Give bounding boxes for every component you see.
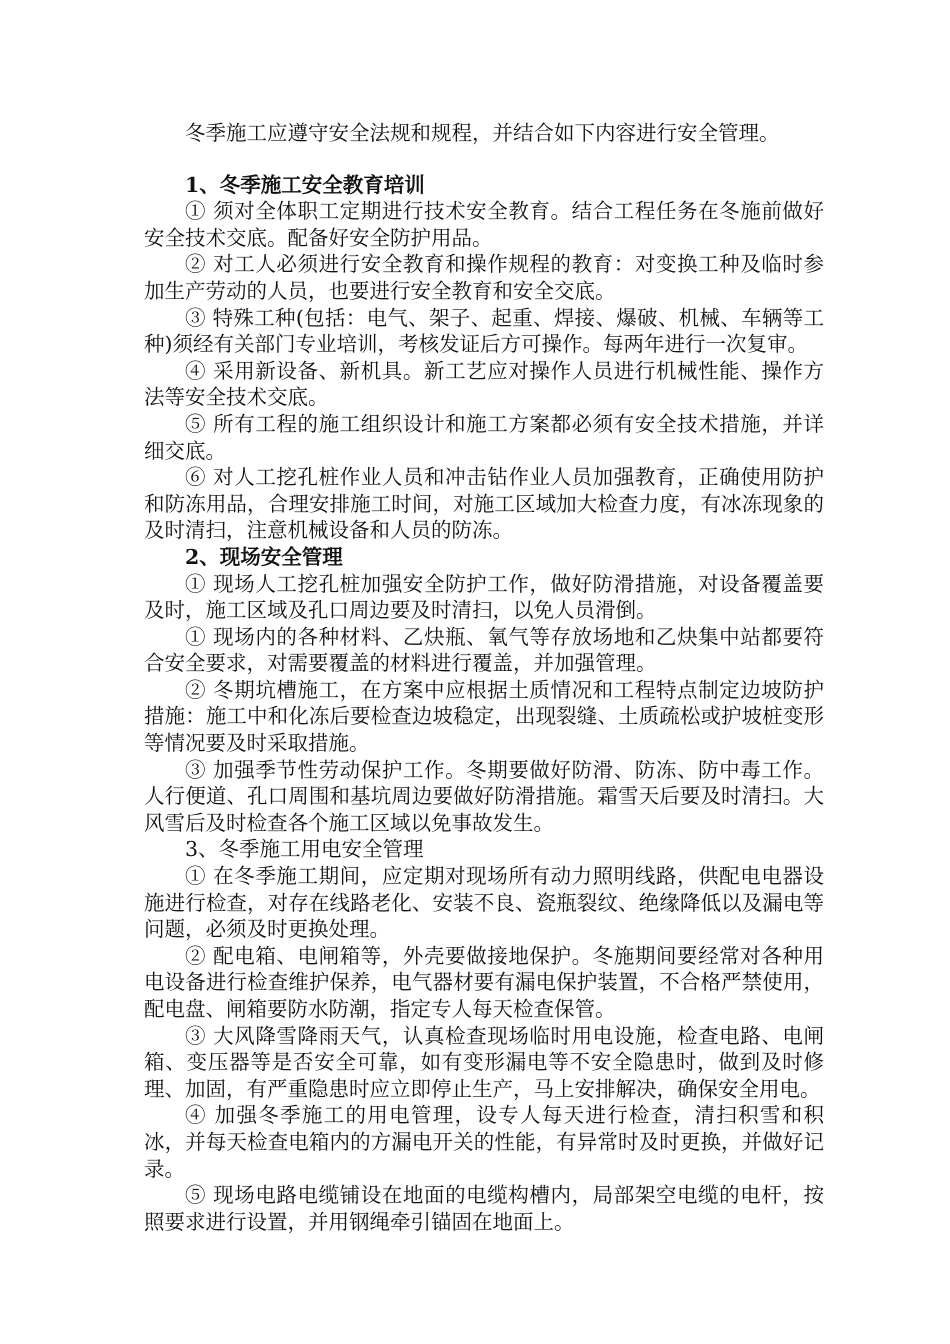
paragraph: ④ 采用新设备、新机具。新工艺应对操作人员进行机械性能、操作方法等安全技术交底。	[144, 358, 824, 410]
paragraph: ① 现场人工挖孔桩加强安全防护工作，做好防滑措施，对设备覆盖要及时，施工区域及孔口周边要及时清扫，以免人员滑倒。	[144, 571, 824, 623]
paragraph: ⑤ 所有工程的施工组织设计和施工方案都必须有安全技术措施，并详细交底。	[144, 411, 824, 463]
paragraph: ② 冬期坑槽施工，在方案中应根据土质情况和工程特点制定边坡防护措施：施工中和化冻后要检查边坡稳定，出现裂缝、土质疏松或护坡桩变形等情况要及时采取措施。	[144, 677, 824, 756]
section-heading-1: 1、冬季施工安全教育培训	[185, 172, 425, 197]
paragraph: ③ 大风降雪降雨天气，认真检查现场临时用电设施，检查电路、电闸箱、变压器等是否安全可靠，如有变形漏电等不安全隐患时，做到及时修理、加固，有严重隐患时应立即停止生产，马上安排解决，确保安全用电。	[144, 1023, 824, 1101]
paragraph: ③ 加强季节性劳动保护工作。冬期要做好防滑、防冻、防中毒工作。人行便道、孔口周围和基坑周边要做好防滑措施。霜雪天后要及时清扫。大风雪后及时检查各个施工区域以免事故发生。	[144, 757, 824, 835]
paragraph: ④ 加强冬季施工的用电管理，设专人每天进行检查，清扫积雪和积冰，并每天检查电箱内的方漏电开关的性能，有异常时及时更换，并做好记录。	[144, 1103, 824, 1181]
paragraph: ③ 特殊工种(包括：电气、架子、起重、焊接、爆破、机械、车辆等工种)须经有关部门专业培训，考核发证后方可操作。每两年进行一次复审。	[144, 305, 824, 357]
paragraph: ② 配电箱、电闸箱等，外壳要做接地保护。冬施期间要经常对各种用电设备进行检查维护保养，电气器材要有漏电保护装置，不合格严禁使用，配电盘、闸箱要防水防潮，指定专人每天检查保管。	[144, 943, 824, 1021]
section-heading-3: 3、冬季施工用电安全管理	[185, 837, 424, 862]
paragraph: ⑤ 现场电路电缆铺设在地面的电缆构槽内，局部架空电缆的电杆，按照要求进行设置，并用钢绳牵引锚固在地面上。	[144, 1183, 824, 1234]
paragraph: ① 须对全体职工定期进行技术安全教育。结合工程任务在冬施前做好安全技术交底。配备好安全防护用品。	[144, 199, 824, 250]
section-heading-2: 2、现场安全管理	[185, 544, 343, 569]
paragraph: ⑥ 对人工挖孔桩作业人员和冲击钻作业人员加强教育，正确使用防护和防冻用品，合理安排施工时间，对施工区域加大检查力度，有冰冻现象的及时清扫，注意机械设备和人员的防冻。	[144, 465, 824, 543]
intro-paragraph: 冬季施工应遵守安全法规和规程，并结合如下内容进行安全管理。	[185, 121, 780, 145]
paragraph: ① 在冬季施工期间，应定期对现场所有动力照明线路，供配电电器设施进行检查，对存在线路老化、安装不良、瓷瓶裂纹、绝缘降低以及漏电等问题，必须及时更换处理。	[144, 864, 824, 942]
paragraph: ② 对工人必须进行安全教育和操作规程的教育：对变换工种及临时参加生产劳动的人员，也要进行安全教育和安全交底。	[144, 252, 824, 303]
document-body	[144, 120, 824, 1235]
paragraph: ① 现场内的各种材料、乙炔瓶、氧气等存放场地和乙炔集中站都要符合安全要求，对需要覆盖的材料进行覆盖，并加强管理。	[144, 624, 824, 676]
